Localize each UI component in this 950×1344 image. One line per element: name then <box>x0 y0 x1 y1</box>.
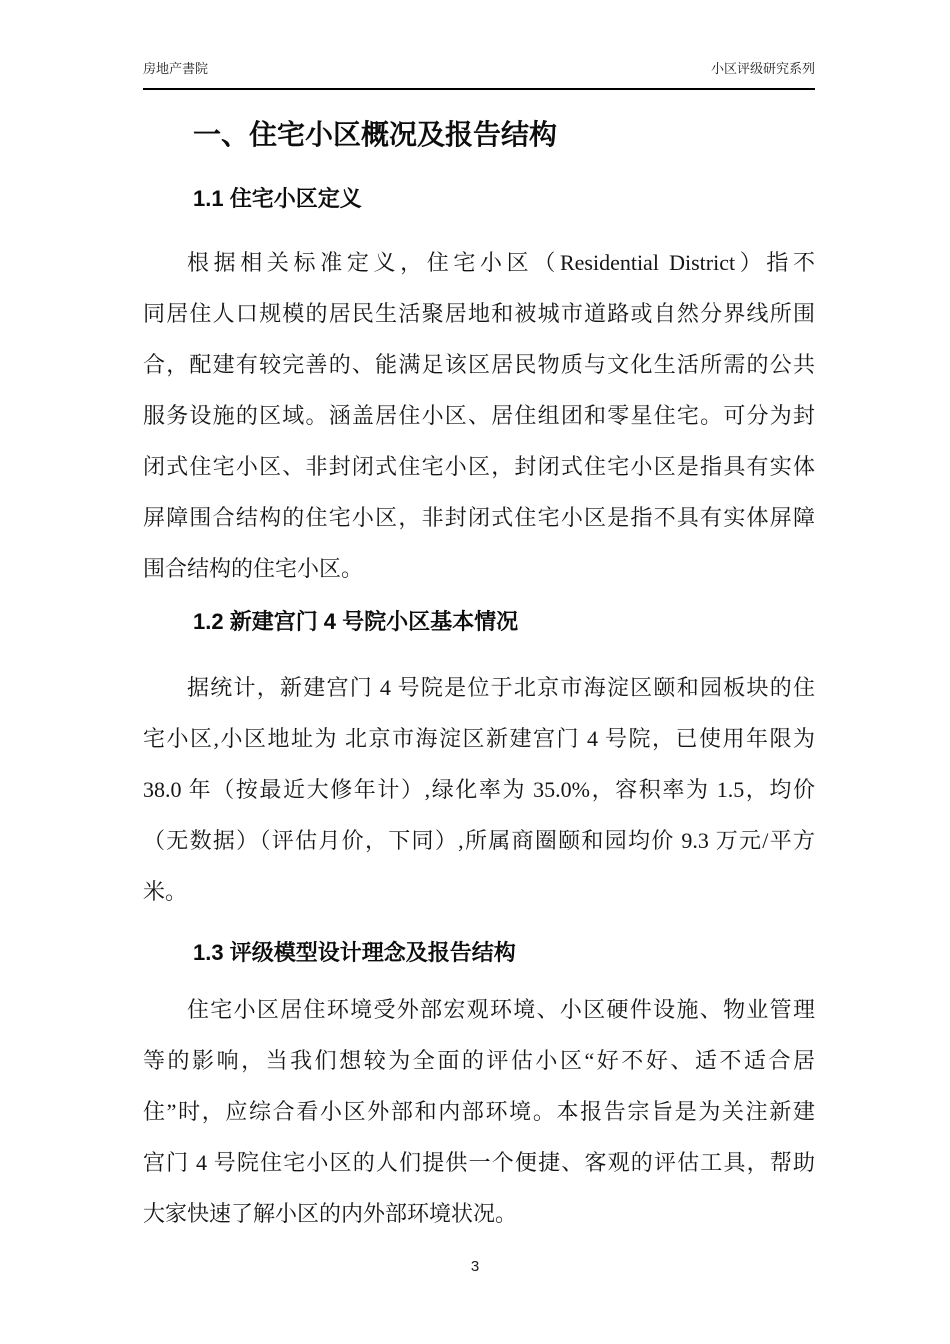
page-footer <box>0 1256 950 1278</box>
chapter-title: 一、住宅小区概况及报告结构 <box>193 119 558 150</box>
page-content <box>0 59 950 1239</box>
paragraph-line: 合，配建有较完善的、能满足该区居民物质与文化生活所需的公共 <box>143 352 815 377</box>
paragraph-line: 服务设施的区域。涵盖居住小区、居住组团和零星住宅。可分为封 <box>143 403 815 428</box>
paragraph-line: 据统计，新建宫门 4 号院是位于北京市海淀区颐和园板块的住 <box>187 675 815 700</box>
section-1-2 <box>143 607 815 917</box>
section-1-2-heading: 1.2 新建宫门 4 号院小区基本情况 <box>193 609 519 634</box>
paragraph-line: 宅小区,小区地址为 北京市海淀区新建宫门 4 号院，已使用年限为 <box>143 726 815 751</box>
paragraph-line: 同居住人口规模的居民生活聚居地和被城市道路或自然分界线所围 <box>143 301 815 326</box>
paragraph-line: 围合结构的住宅小区。 <box>143 556 364 581</box>
paragraph-line: 大家快速了解小区的内外部环境状况。 <box>143 1201 518 1226</box>
paragraph-line: 屏障围合结构的住宅小区，非封闭式住宅小区是指不具有实体屏障 <box>143 505 815 530</box>
page-header <box>143 59 815 90</box>
header-left-text: 房地产書院 <box>143 61 209 76</box>
paragraph-line: 等的影响，当我们想较为全面的评估小区“好不好、适不适合居 <box>143 1048 815 1073</box>
section-1-1-heading: 1.1 住宅小区定义 <box>193 186 362 211</box>
section-1-3-heading: 1.3 评级模型设计理念及报告结构 <box>193 940 516 965</box>
paragraph-line: 宫门 4 号院住宅小区的人们提供一个便捷、客观的评估工具，帮助 <box>143 1150 815 1175</box>
paragraph-line: 住”时，应综合看小区外部和内部环境。本报告宗旨是为关注新建 <box>143 1099 815 1124</box>
paragraph-line: 根据相关标准定义，住宅小区（Residential District）指不 <box>187 250 815 275</box>
page-number: 3 <box>470 1258 480 1275</box>
paragraph-line: （无数据）（评估月价，下同）,所属商圈颐和园均价 9.3 万元/平方 <box>143 828 815 853</box>
paragraph-line: 住宅小区居住环境受外部宏观环境、小区硬件设施、物业管理 <box>187 997 815 1022</box>
section-1-1 <box>143 184 815 594</box>
header-right-text: 小区评级研究系列 <box>710 61 815 76</box>
paragraph-line: 闭式住宅小区、非封闭式住宅小区，封闭式住宅小区是指具有实体 <box>143 454 815 479</box>
section-1-3-paragraph <box>143 984 815 1239</box>
paragraph-line: 米。 <box>143 879 188 904</box>
section-1-1-paragraph <box>143 237 815 594</box>
paragraph-line: 38.0 年（按最近大修年计）,绿化率为 35.0%，容积率为 1.5，均价 <box>143 777 815 802</box>
section-1-3 <box>143 938 815 1239</box>
section-1-2-paragraph <box>143 662 815 917</box>
